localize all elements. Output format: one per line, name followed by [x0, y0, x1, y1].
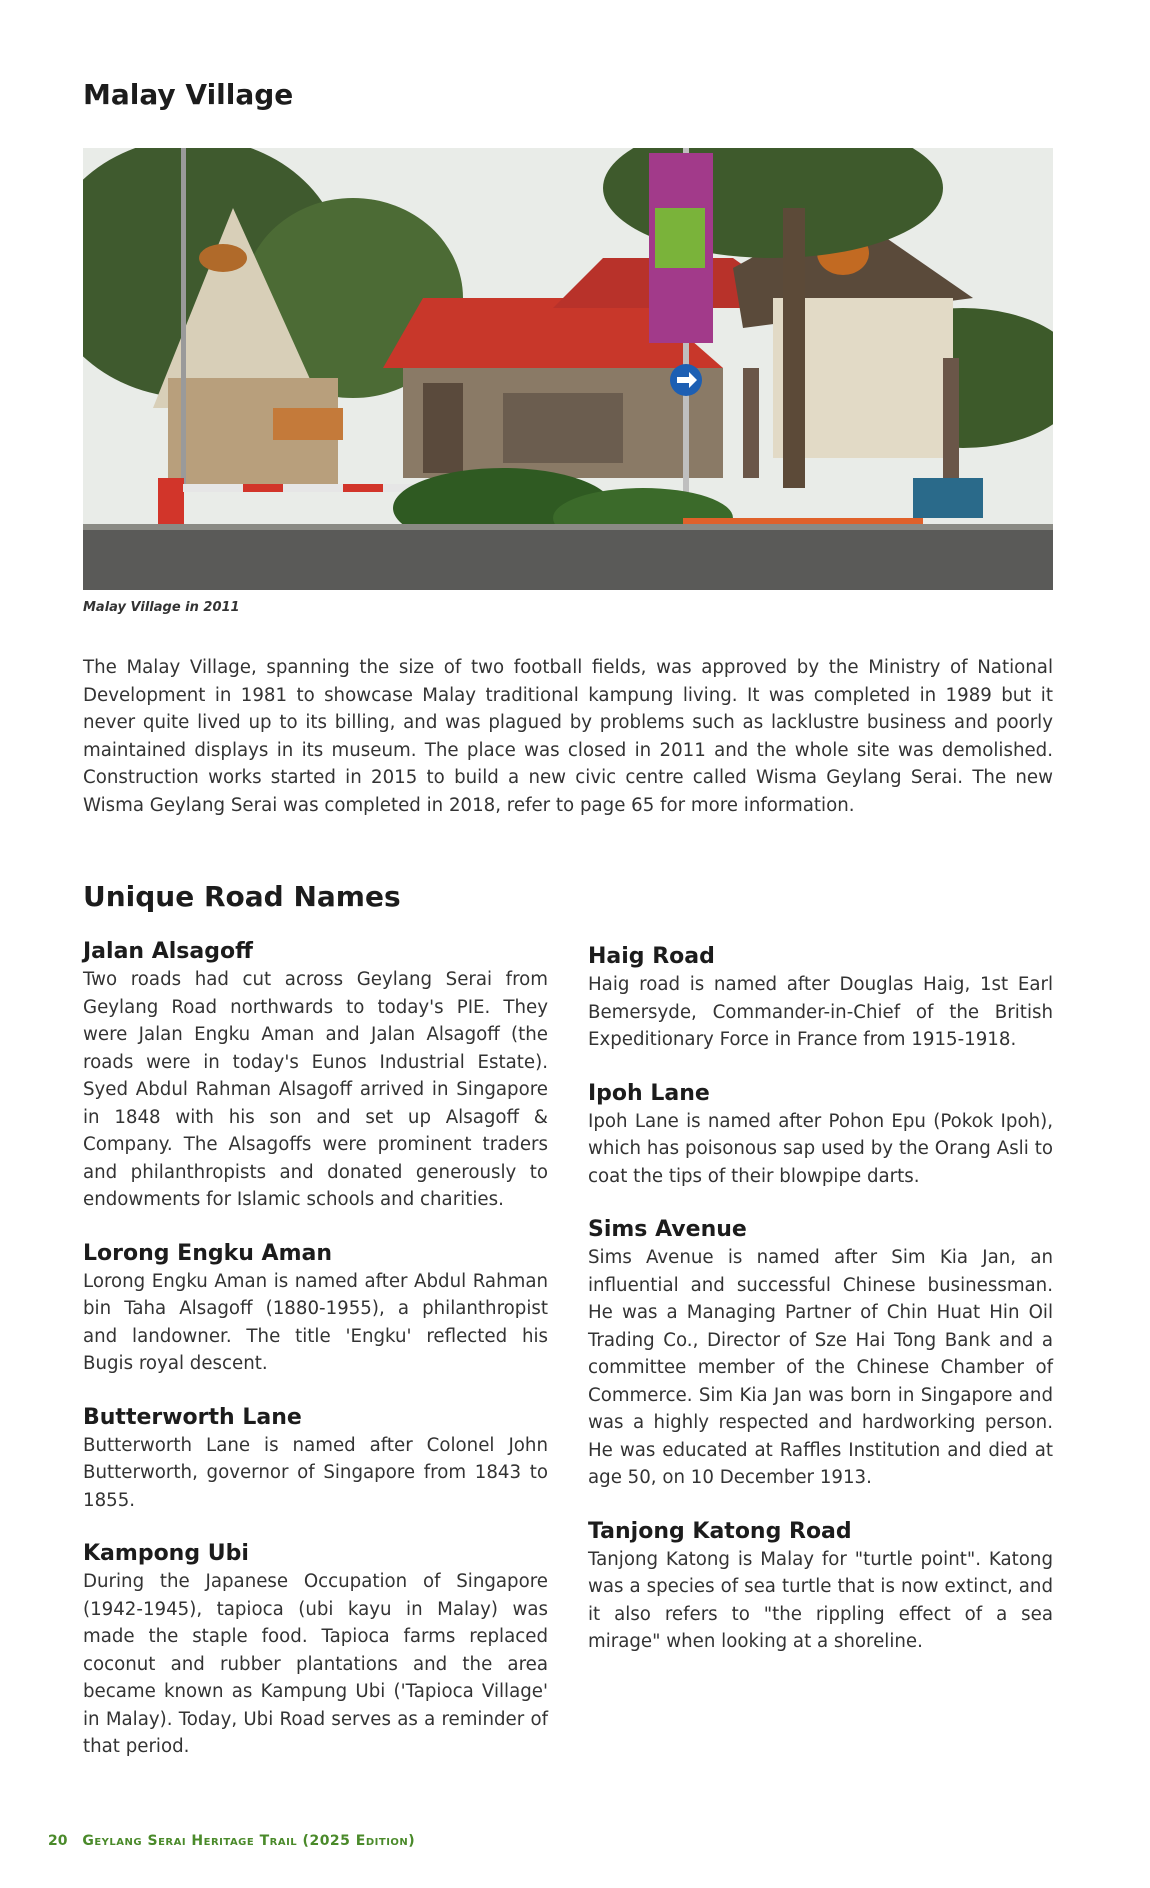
malay-village-photo	[83, 148, 1053, 590]
right-column	[588, 943, 1053, 1682]
road-description: Tanjong Katong is Malay for "turtle point". Katong was a species of sea turtle that is now extinct, and it also refers to "the rippling effect of a sea mirage" when looking at a shoreline.	[588, 1548, 1053, 1652]
road-description: Haig road is named after Douglas Haig, 1st Earl Bemersyde, Commander-in-Chief of the British Expeditionary Force in France from 1915-1918.	[588, 974, 1053, 1050]
road-description: Two roads had cut across Geylang Serai from Geylang Road northwards to today's PIE. They were Jalan Engku Aman and Jalan Alsagoff (the roads were in today's Eunos Industrial Estate). Syed Abdul Rahman Alsagoff arrived in Singapore in 1848 with his son and set up Alsagoff & Company. The Alsagoffs were prominent traders and philanthropists and donated generously to endowments for Islamic schools and charities.	[83, 969, 548, 1210]
left-column	[83, 938, 548, 1787]
road-title: Kampong Ubi	[83, 1541, 249, 1566]
road-entry	[83, 938, 548, 1214]
intro-paragraph: The Malay Village, spanning the size of two football fields, was approved by the Ministry of National Development in 1981 to showcase Malay traditional kampung living. It was completed in 1989 but it never quite lived up to its billing, and was plagued by problems such as lacklustre business and poorly maintained displays in its museum. The place was closed in 2011 and the whole site was demolished. Construction works started in 2015 to build a new civic centre called Wisma Geylang Serai. The new Wisma Geylang Serai was completed in 2018, refer to page 65 for more information.	[83, 657, 1053, 816]
road-entry	[83, 1240, 548, 1378]
footer-title: Geylang Serai Heritage Trail (2025 Edition)	[82, 1833, 416, 1849]
road-description: During the Japanese Occupation of Singapore (1942-1945), tapioca (ubi kayu in Malay) was made the staple food. Tapioca farms replaced coconut and rubber plantations and the area became known as Kampung Ubi ('Tapioca Village' in Malay). Today, Ubi Road serves as a reminder of that period.	[83, 1571, 548, 1757]
photo-illustration	[83, 148, 1053, 590]
road-title: Haig Road	[588, 944, 715, 969]
road-description: Ipoh Lane is named after Pohon Epu (Pokok Ipoh), which has poisonous sap used by the Orang Asli to coat the tips of their blowpipe darts.	[588, 1110, 1053, 1187]
page-footer	[48, 1833, 415, 1849]
road-description: Butterworth Lane is named after Colonel John Butterworth, governor of Singapore from 1843 to 1855.	[83, 1434, 548, 1511]
road-description: Lorong Engku Aman is named after Abdul Rahman bin Taha Alsagoff (1880-1955), a philanthropist and landowner. The title 'Engku' reflected his Bugis royal descent.	[83, 1270, 548, 1374]
road-entry	[588, 1518, 1053, 1656]
photo-caption: Malay Village in 2011	[83, 600, 240, 615]
road-entry	[83, 1404, 548, 1515]
road-entry	[83, 1540, 548, 1761]
section-title: Unique Road Names	[83, 880, 401, 913]
road-title: Butterworth Lane	[83, 1404, 302, 1430]
page-number: 20	[48, 1833, 68, 1849]
road-entry	[588, 943, 1053, 1054]
road-title: Ipoh Lane	[588, 1080, 710, 1106]
road-title: Jalan Alsagoff	[83, 939, 253, 964]
page-title: Malay Village	[83, 78, 294, 111]
road-description: Sims Avenue is named after Sim Kia Jan, an influential and successful Chinese businessman. He was a Managing Partner of Chin Huat Hin Oil Trading Co., Director of Sze Hai Tong Bank and a committee member of the Chinese Chamber of Commerce. Sim Kia Jan was born in Singapore and was a highly respected and hardworking person. He was educated at Raffles Institution and died at age 50, on 10 December 1913.	[588, 1247, 1053, 1488]
road-entry	[588, 1080, 1053, 1191]
road-title: Sims Avenue	[588, 1217, 747, 1242]
road-entry	[588, 1216, 1053, 1492]
road-title: Tanjong Katong Road	[588, 1518, 852, 1544]
road-title: Lorong Engku Aman	[83, 1240, 333, 1266]
